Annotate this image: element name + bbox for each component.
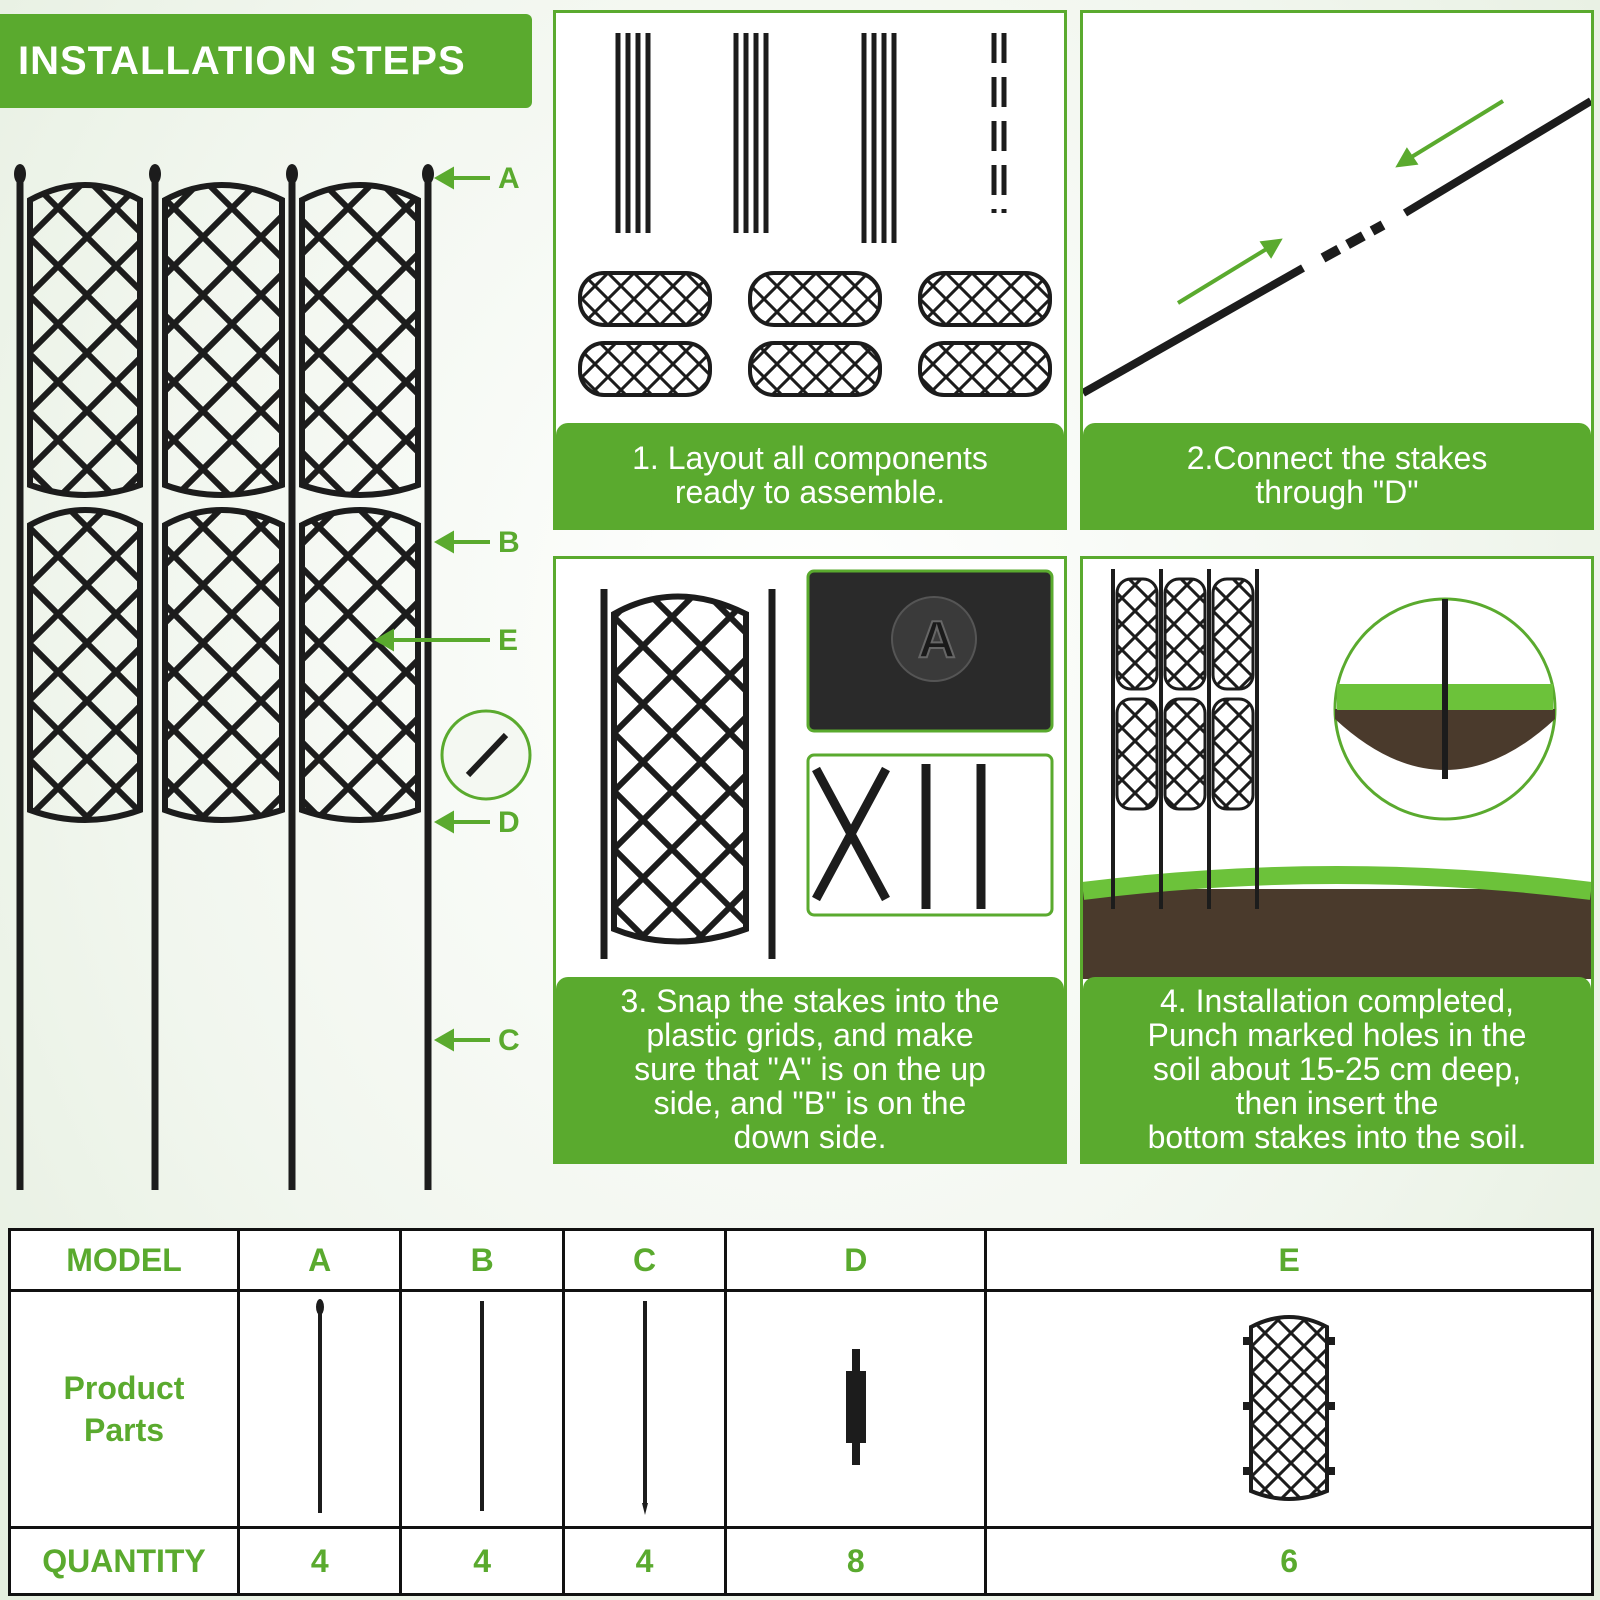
part-d-image	[726, 1291, 986, 1528]
label-e: E	[498, 624, 519, 657]
product-parts-label: Product Parts	[10, 1291, 239, 1528]
installed-trellis-illustration	[1083, 559, 1591, 979]
connector-d-icon	[836, 1347, 876, 1467]
model-a: A	[239, 1230, 401, 1291]
model-b: B	[401, 1230, 563, 1291]
assembled-trellis-diagram	[0, 150, 540, 1200]
model-e: E	[986, 1230, 1593, 1291]
part-e-image	[986, 1291, 1593, 1528]
components-layout-illustration	[556, 13, 1064, 423]
product-parts-table	[8, 1228, 1594, 1596]
step-4-caption: 4. Installation completed, Punch marked holes in the soil about 15-25 cm deep, then insert the bottom stakes into the soil.	[1083, 977, 1591, 1161]
label-a: A	[498, 162, 520, 195]
quantity-e: 6	[986, 1528, 1593, 1595]
part-b-image	[401, 1291, 563, 1528]
closeup-letter: A	[918, 611, 956, 669]
model-c: C	[563, 1230, 725, 1291]
step-3-panel	[553, 556, 1067, 1164]
step-4-panel	[1080, 556, 1594, 1164]
step-3-caption: 3. Snap the stakes into the plastic grids, and make sure that "A" is on the up side, and "B" is on the down side.	[556, 977, 1064, 1161]
step-2-panel	[1080, 10, 1594, 530]
step-2-caption: 2.Connect the stakes through "D"	[1083, 423, 1591, 527]
stake-c-icon	[635, 1297, 655, 1517]
page-title: INSTALLATION STEPS	[0, 14, 532, 108]
quantity-d: 8	[726, 1528, 986, 1595]
label-d: D	[498, 806, 520, 839]
model-d: D	[726, 1230, 986, 1291]
grid-panel-e-icon	[1239, 1307, 1339, 1507]
part-a-image	[239, 1291, 401, 1528]
stake-b-icon	[472, 1297, 492, 1517]
quantity-b: 4	[401, 1528, 563, 1595]
step-1-panel	[553, 10, 1067, 530]
snap-stakes-illustration	[556, 559, 1064, 979]
quantity-row	[10, 1528, 1593, 1595]
quantity-a: 4	[239, 1528, 401, 1595]
model-label: MODEL	[10, 1230, 239, 1291]
quantity-label: QUANTITY	[10, 1528, 239, 1595]
stake-a-icon	[310, 1297, 330, 1517]
label-b: B	[498, 526, 520, 559]
connect-stakes-illustration	[1083, 13, 1591, 423]
model-row	[10, 1230, 1593, 1291]
step-1-caption: 1. Layout all components ready to assemble.	[556, 423, 1064, 527]
label-c: C	[498, 1024, 520, 1057]
part-c-image	[563, 1291, 725, 1528]
parts-row	[10, 1291, 1593, 1528]
quantity-c: 4	[563, 1528, 725, 1595]
